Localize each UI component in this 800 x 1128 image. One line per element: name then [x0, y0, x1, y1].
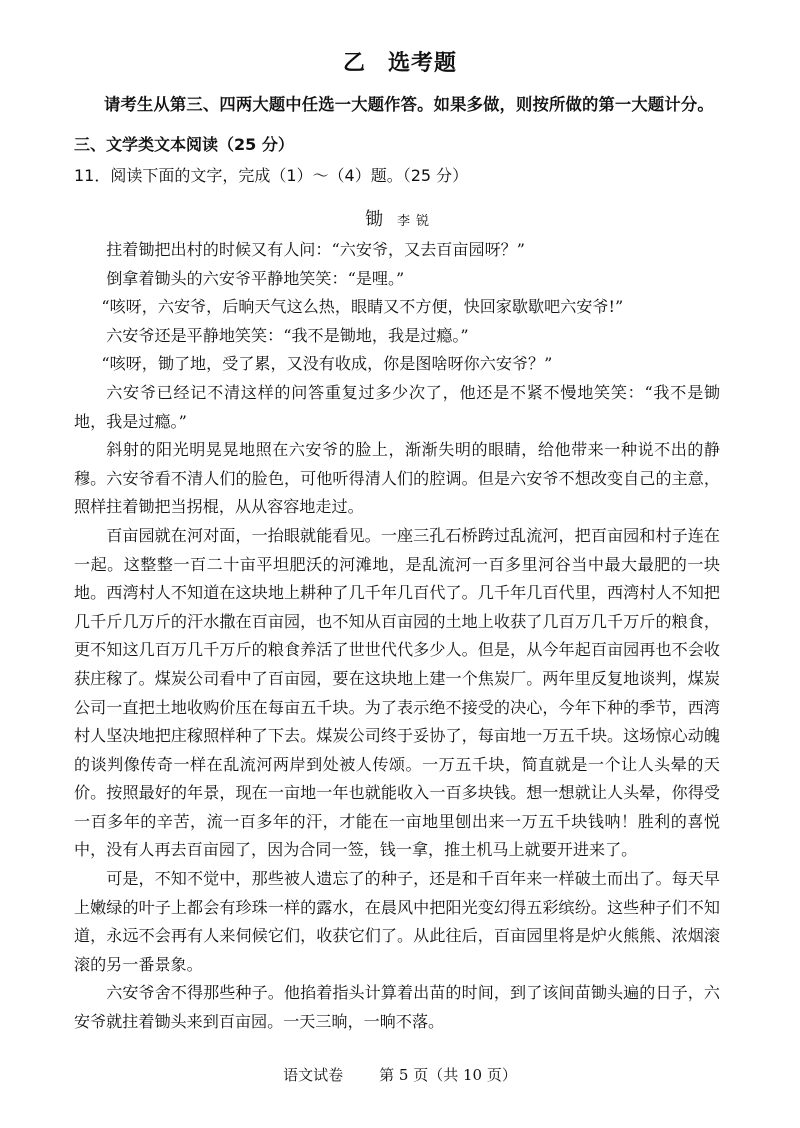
paragraph: 六安爷已经记不清这样的问答重复过多少次了，他还是不紧不慢地笑笑：“我不是锄地，我是过瘾。” [74, 382, 720, 431]
footer-page-number: 第 5 页（共 10 页） [379, 1066, 517, 1084]
paragraph: “咳呀，锄了地，受了累，又没有收成，你是图啥呀你六安爷？” [101, 354, 553, 374]
article-author: 李锐 [396, 214, 435, 229]
paragraph: 六安爷舍不得那些种子。他掐着指头计算着出苗的时间，到了该间苗锄头遍的日子，六安爷就拄着锄头来到百亩园。一天三晌，一晌不落。 [74, 983, 720, 1032]
section-title-text: 选考题 [388, 51, 458, 76]
section-letter: 乙 [342, 51, 366, 76]
paragraph: 斜射的阳光明晃晃地照在六安爷的脸上，渐渐失明的眼睛，给他带来一种说不出的静穆。六安爷看不清人们的脸色，可他听得清人们的腔调。但是六安爷不想改变自己的主意，照样拄着锄把当拐棍，从从容容地走过。 [74, 440, 720, 517]
article-title-text: 锄 [364, 209, 383, 230]
part-heading: 三、文学类文本阅读（25 分） [74, 135, 294, 154]
paragraph: 六安爷还是平静地笑笑：“我不是锄地，我是过瘾。” [106, 325, 469, 345]
article-title [0, 205, 800, 231]
paragraph: 倒拿着锄头的六安爷平静地笑笑：“是哩。” [106, 268, 405, 288]
paragraph: 拄着锄把出村的时候又有人问：“六安爷，又去百亩园呀？” [106, 240, 525, 259]
paragraph: 可是，不知不觉中，那些被人遗忘了的种子，还是和千百年来一样破土而出了。每天早上嫩绿的叶子上都会有珍珠一样的露水，在晨风中把阳光变幻得五彩缤纷。这些种子们不知道，永远不会再有人来伺候它们，收获它们了。从此往后，百亩园里将是炉火熊熊、浓烟滚滚的另一番景象。 [74, 869, 720, 974]
footer-subject: 语文试卷 [283, 1066, 344, 1084]
section-title [0, 46, 800, 77]
paragraph: 百亩园就在河对面，一抬眼就能看见。一座三孔石桥跨过乱流河，把百亩园和村子连在一起。这整整一百二十亩平坦肥沃的河滩地，是乱流河一百多里河谷当中最大最肥的一块地。西湾村人不知道在这块地上耕种了几千年几百代了。几千年几百代里，西湾村人不知把几千斤几万斤的汗水撒在百亩园，也不知从百亩园的土地上收获了几百万几千万斤的粮食，更不知这几百万几千万斤的粮食养活了世世代代多少人。但是，从今年起百亩园再也不会收获庄稼了。煤炭公司看中了百亩园，要在这块地上建一个焦炭厂。两年里反复地谈判，煤炭公司一直把土地收购价压在每亩五千块。为了表示绝不接受的决心，今年下种的季节，西湾村人坚决地把庄稼照样种了下去。煤炭公司终于妥协了，每亩地一万五千块。这场惊心动魄的谈判像传奇一样在乱流河两岸到处被人传颂。一万五千块，简直就是一个让人头晕的天价。按照最好的年景，现在一亩地一年也就能收入一百多块钱。想一想就让人头晕，你得受一百多年的辛苦，流一百多年的汗，才能在一亩地里刨出来一万五千块钱呐！胜利的喜悦中，没有人再去百亩园了，因为合同一签，钱一拿，推土机马上就要开进来了。 [74, 525, 720, 860]
question-prompt: 11．阅读下面的文字，完成（1）～（4）题。（25 分） [74, 166, 469, 185]
instruction-text: 请考生从第三、四两大题中任选一大题作答。如果多做，则按所做的第一大题计分。 [104, 95, 714, 114]
page-footer [0, 1064, 800, 1085]
article-body [74, 236, 720, 1037]
paragraph: “咳呀，六安爷，后晌天气这么热，眼睛又不方便，快回家歇歇吧六安爷!” [101, 297, 624, 317]
